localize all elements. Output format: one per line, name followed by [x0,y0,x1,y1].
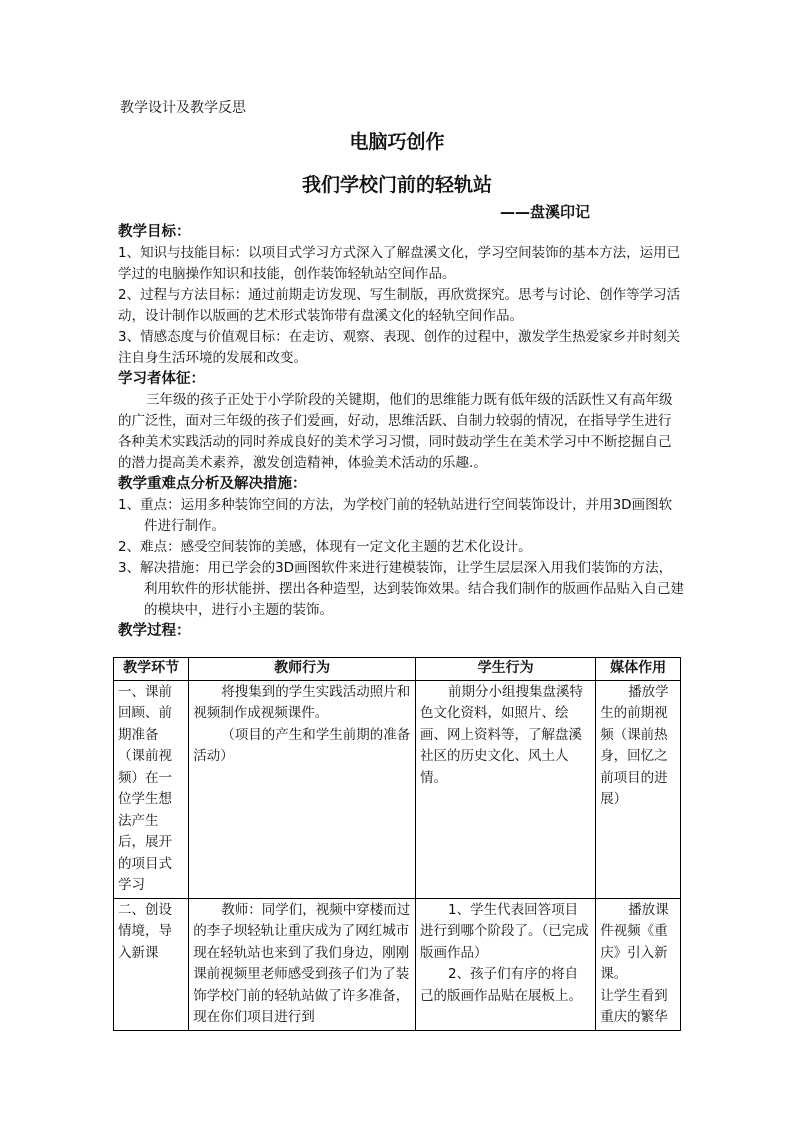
column-header: 媒体作用 [596,658,681,681]
learners-heading: 学习者体征： [118,371,205,387]
student-text: 前期分小组搜集盘溪特色文化资料，如照片、绘画、网上资料等，了解盘溪社区的历史文化、风土人情。 [420,683,584,786]
difficulty-item: 2、难点：感受空间装饰的美感，体现有一定文化主题的艺术化设计。 [118,539,532,555]
doc-header-label: 教学设计及教学反思 [120,100,246,116]
learners-text: 三年级的孩子正处于小学阶段的关键期，他们的思维能力既有低年级的活跃性又有高年级的广泛性，面对三年级的孩子们爱画，好动，思维活跃、自制力较弱的情况，在指导学生进行各种美术实践活动的同时养成良好的美术学习习惯，同时鼓动学生在美术学习中不断挖掘自己的潜力提高美术素养，激发创造精神，体验美术活动的乐趣.。 [118,392,673,471]
media-cell [596,680,681,898]
student-cell [416,680,596,898]
table-header-row [114,658,681,681]
goal-item: 2、过程与方法目标：通过前期走访发现、写生制版，再欣赏探究。思考与讨论、创作等学习活动，设计制作以版画的艺术形式装饰带有盘溪文化的轻轨空间作品。 [118,287,681,324]
teaching-process-table [113,657,681,1031]
column-header: 教学环节 [114,658,189,681]
teacher-text: 教师：同学们，视频中穿楼而过的李子坝轻轨让重庆成为了网红城市现在轻轨站也来到了我们身边，刚刚课前视频里老师感受到孩子们为了装饰学校门前的轻轨站做了许多准备，现在你们项目进行到 [193,901,411,1025]
process-heading: 教学过程： [118,623,191,639]
stage-cell [114,680,189,898]
teacher-cell [189,680,416,898]
difficulty-item: 1、重点：运用多种装饰空间的方法，为学校门前的轻轨站进行空间装饰设计，并用3D画图软件进行制作。 [118,497,673,534]
teacher-text: 将搜集到的学生实践活动照片和视频制作成视频课件。 [193,683,411,721]
body-text [118,222,684,642]
goal-item: 1、知识与技能目标：以项目式学习方式深入了解盘溪文化，学习空间装饰的基本方法，运用已学过的电脑操作知识和技能，创作装饰轻轨站空间作品。 [118,245,681,282]
doc-subtitle: 我们学校门前的轻轨站 [301,174,492,196]
teacher-cell [189,898,416,1030]
student-text: 1、学生代表回答项目进行到哪个阶段了。（已完成版画作品） [420,901,589,961]
stage-text: 一、课前回顾、前期准备（课前视频）在一位学生想法产生后，展开的项目式学习 [118,683,172,893]
column-header: 教师行为 [189,658,416,681]
table-row [114,898,681,1030]
difficulties-heading: 教学重难点分析及解决措施： [118,476,307,492]
student-cell [416,898,596,1030]
difficulty-item: 3、解决措施：用已学会的3D画图软件来进行建模装饰，让学生层层深入用我们装饰的方法，利用软件的形状能拼、摆出各种造型，达到装饰效果。结合我们制作的版画作品贴入自己建的模块中，进行小主题的装饰。 [118,560,684,618]
doc-title: 电脑巧创作 [349,131,445,153]
media-text: 让学生看到重庆的繁华 [600,987,668,1025]
stage-text: 二、创设情境，导入新课 [118,901,172,961]
media-text: 播放学生的前期视频（课前热身，回忆之前项目的进展） [600,683,669,807]
media-cell [596,898,681,1030]
column-header: 学生行为 [416,658,596,681]
student-text: 2、孩子们有序的将自己的版画作品贴在展板上。 [420,966,583,1004]
media-text: 播放课件视频《重庆》引入新课。 [600,901,669,982]
goals-heading: 教学目标： [118,224,191,240]
table-row [114,680,681,898]
stage-cell [114,898,189,1030]
teacher-text: （项目的产生和学生前期的准备活动） [193,726,411,764]
doc-byline: ——盘溪印记 [500,203,591,221]
goal-item: 3、情感态度与价值观目标：在走访、观察、表现、创作的过程中，激发学生热爱家乡并时刻关注自身生活环境的发展和改变。 [118,329,681,366]
